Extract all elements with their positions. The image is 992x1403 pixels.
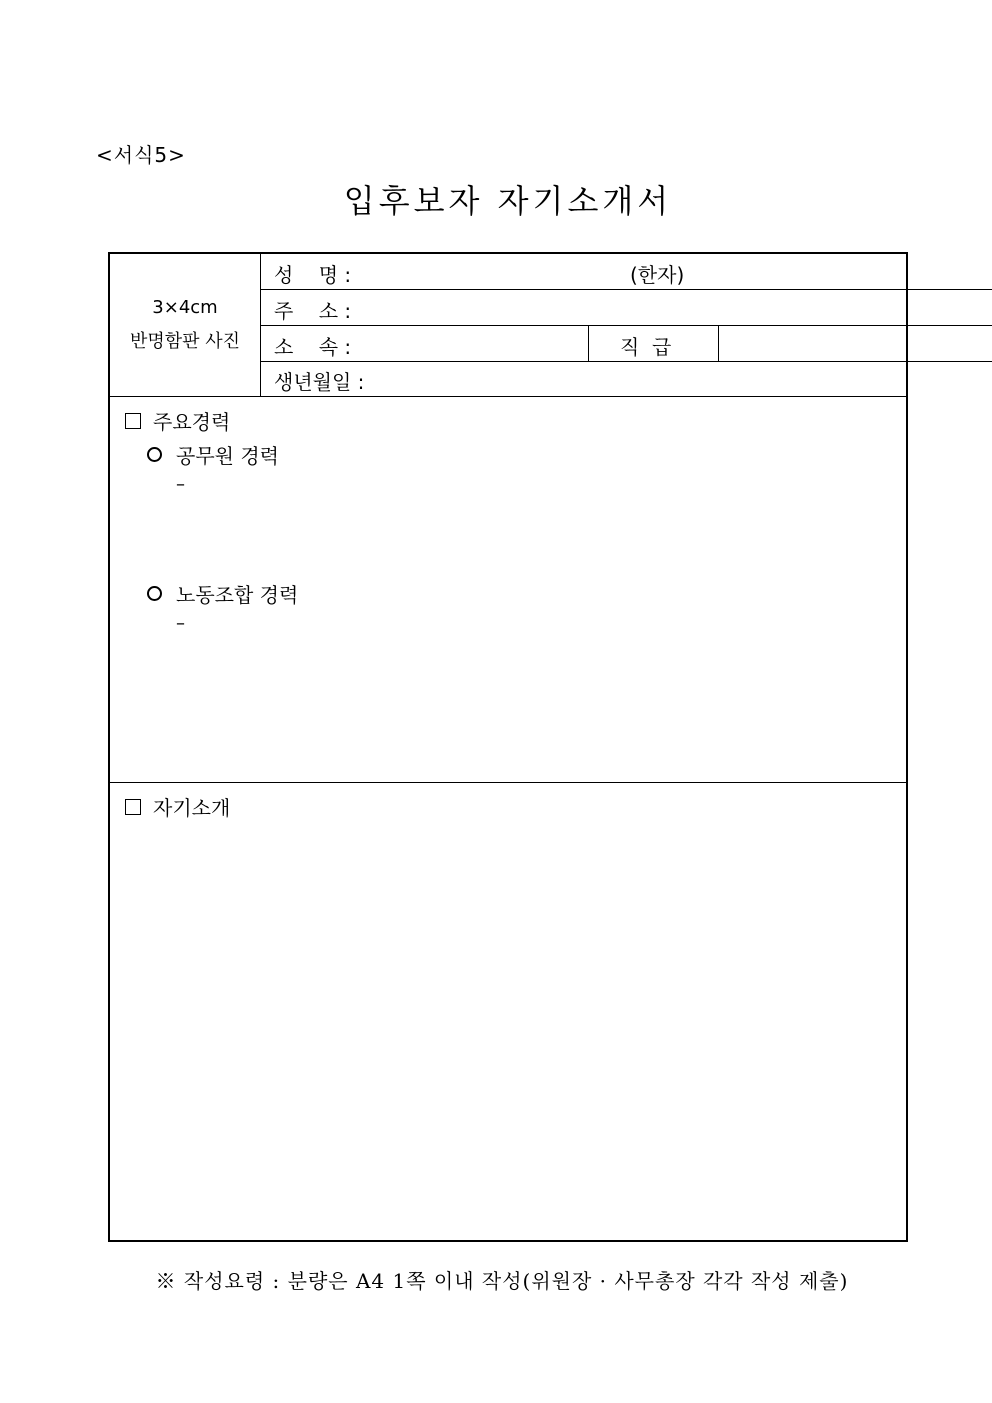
rank-label: 직 급 [620, 335, 672, 359]
row-divider-2 [260, 325, 992, 326]
photo-type-text: 반명함판 사진 [129, 331, 241, 352]
labor-union-career-item[interactable]: – [176, 613, 185, 634]
self-intro-heading-text: 자기소개 [153, 796, 231, 820]
rank-divider-left [588, 325, 589, 361]
labor-union-career-text: 노동조합 경력 [176, 583, 299, 607]
checkbox-icon [125, 413, 141, 429]
header-bottom-line [110, 396, 908, 397]
photo-placeholder[interactable] [110, 254, 260, 396]
circle-bullet-icon [147, 586, 162, 601]
row-divider-3 [260, 361, 992, 362]
hanja-label: (한자) [630, 263, 685, 287]
document-title: 입후보자 자기소개서 [343, 182, 673, 220]
name-label: 성 명 : [274, 263, 352, 287]
public-servant-career-item[interactable]: – [176, 474, 185, 495]
public-servant-career-text: 공무원 경력 [176, 444, 279, 468]
labor-union-career-heading [147, 579, 298, 608]
form-table [108, 252, 908, 1242]
writing-guide: ※ 작성요령 : 분량은 A4 1쪽 이내 작성(위원장 · 사무총장 각각 작성 제출) [155, 1269, 849, 1293]
section-divider [110, 782, 908, 783]
circle-bullet-icon [147, 447, 162, 462]
career-heading [125, 406, 230, 435]
checkbox-icon [125, 799, 141, 815]
photo-size-text: 3×4cm [152, 297, 218, 318]
self-intro-heading [125, 792, 230, 821]
affiliation-label: 소 속 : [274, 335, 352, 359]
form-number: <서식5> [96, 143, 186, 167]
public-servant-career-heading [147, 440, 279, 469]
career-heading-text: 주요경력 [153, 410, 231, 434]
rank-divider-right [718, 325, 719, 361]
birthdate-label: 생년월일 : [274, 370, 365, 394]
row-divider-1 [260, 289, 992, 290]
address-label: 주 소 : [274, 299, 352, 323]
